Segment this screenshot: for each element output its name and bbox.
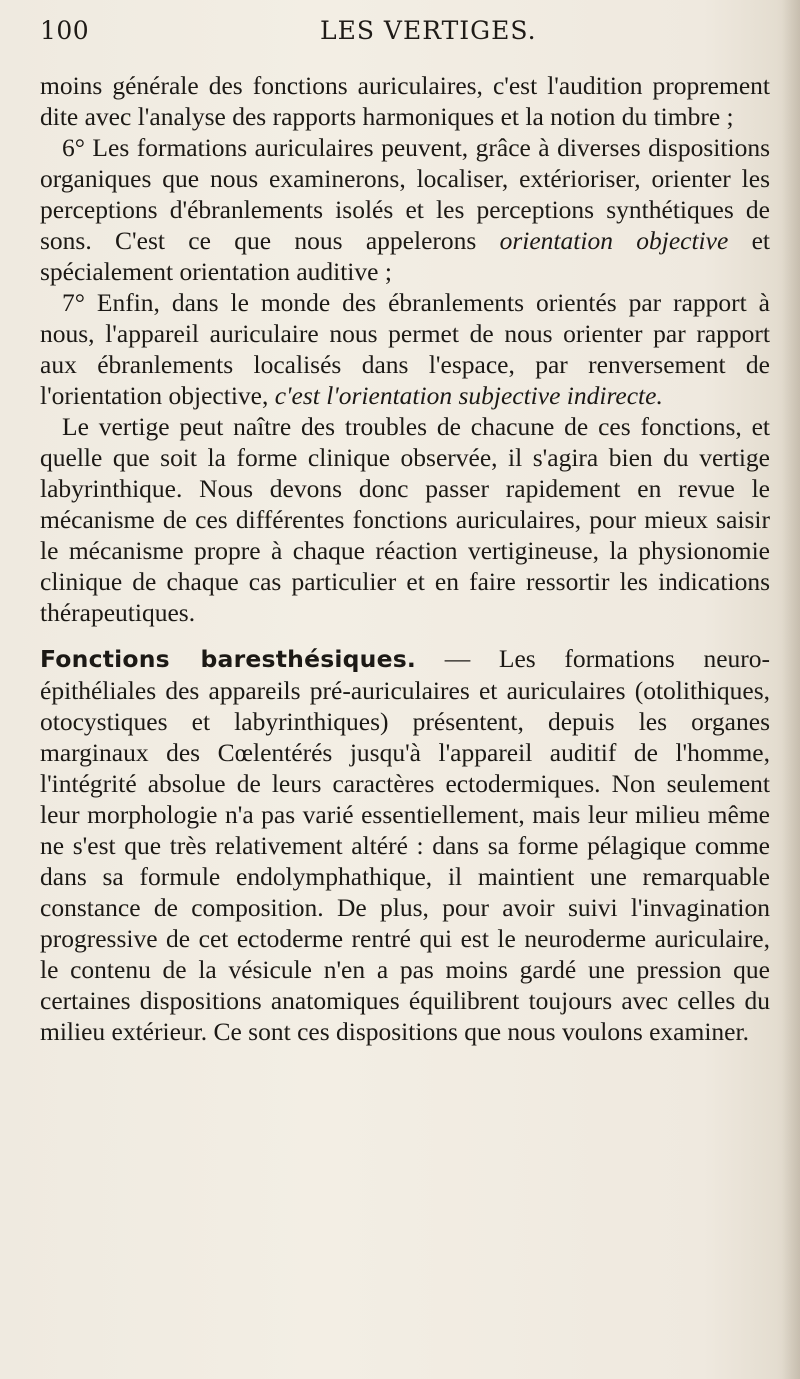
paragraph-continuation: [40, 70, 770, 132]
paragraph-vertige: [40, 411, 770, 628]
body-text: [40, 70, 770, 1047]
page-number: 100: [40, 16, 90, 45]
paragraph-text: Le vertige peut naître des troubles de chacune de ces fonctions, et quelle que soit la forme clinique observée, il s'agira bien du vertige labyrinthique. Nous devons donc passer rapidement en revue le mécanisme de ces différentes fonctions auriculaires, pour mieux saisir le mécanisme propre à chaque réaction vertigineuse, la physionomie clinique de chaque cas particulier et en faire ressortir les indications thérapeutiques.: [40, 412, 770, 627]
paragraph-item-6: [40, 132, 770, 287]
paragraph-text: 6° Les formations auriculaires peuvent, grâce à diverses dispositions organiques que nous examinerons, localiser, extérioriser, orienter les perceptions d'ébranlements isolés et les perceptions synthétiques de sons. C'est ce que nous appelerons: [40, 133, 770, 255]
paragraph-text: et spécialement orientation auditive ;: [40, 226, 770, 286]
paragraph-text: — Les formations neuro-épithéliales des appareils pré-auriculaires et auriculaires (otolithiques, otocystiques et labyrinthiques) présentent, depuis les organes marginaux des Cœlentérés jusqu'à l'appareil auditif de l'homme, l'intégrité absolue de leurs caractères ectodermiques. Non seulement leur morphologie n'a pas varié essentiellement, mais leur milieu même ne s'est que très relativement altéré : dans sa forme pélagique comme dans sa formule endolymphathique, il maintient une remarquable constance de composition. De plus, pour avoir suivi l'invagination progressive de cet ectoderme rentré qui est le neuroderme auriculaire, le contenu de la vésicule n'en a pas moins gardé une pression que certaines dispositions anatomiques équilibrent toujours avec celles du milieu extérieur. Ce sont ces dispositions que nous voulons examiner.: [40, 644, 770, 1046]
section-heading: Fonctions baresthésiques.: [40, 645, 417, 673]
italic-term: orientation objective: [499, 226, 729, 255]
page-edge-shadow: [782, 0, 800, 1379]
italic-term: c'est l'orientation subjective indirecte.: [274, 381, 663, 410]
paragraph-fonctions-baresthesiques: [40, 643, 770, 1047]
running-header: [40, 14, 780, 54]
paragraph-text: 7° Enfin, dans le monde des ébranlements orientés par rapport à nous, l'appareil auriculaire nous permet de nous orienter par rapport aux ébranlements localisés dans l'espace, par renversement de l'orientation objective,: [40, 288, 770, 410]
running-title: LES VERTIGES.: [320, 16, 537, 45]
paragraph-text: moins générale des fonctions auriculaires, c'est l'audition proprement dite avec l'analyse des rapports harmoniques et la notion du timbre ;: [40, 71, 770, 131]
paragraph-item-7: [40, 287, 770, 411]
